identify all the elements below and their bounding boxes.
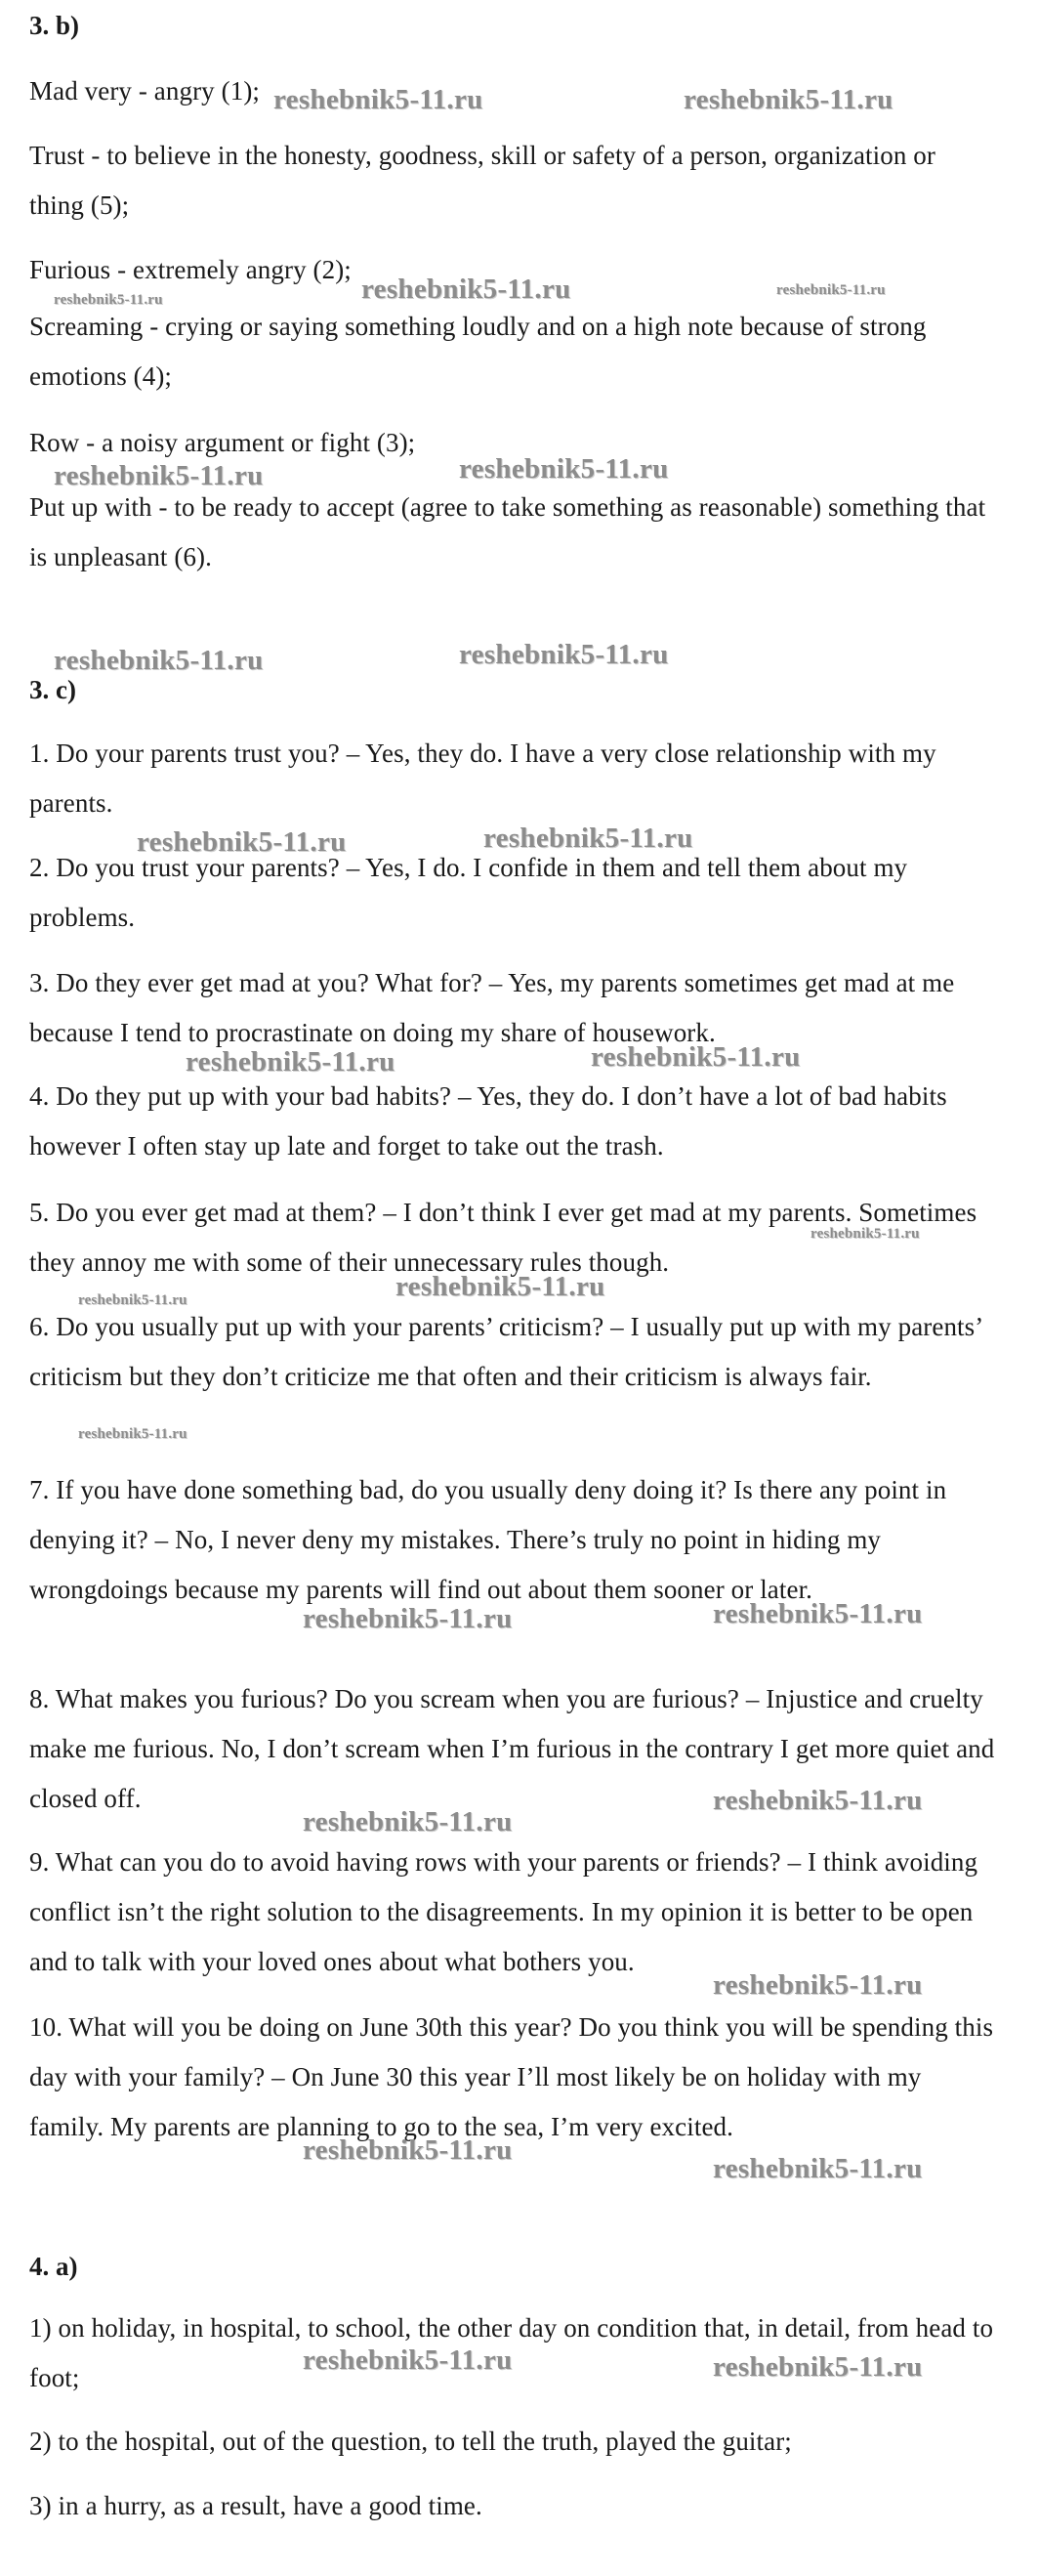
section-heading-4a: 4. a)	[29, 2252, 78, 2281]
watermark: reshebnik5-11.ru	[713, 2153, 923, 2184]
watermark: reshebnik5-11.ru	[137, 826, 347, 858]
paragraph: 8. What makes you furious? Do you scream when you are furious? – Injustice and cruelty make me furious. No, I don’t scream when I’m furious in the contrary I get more quiet and closed off.	[29, 1684, 995, 1813]
watermark: reshebnik5-11.ru	[361, 274, 571, 305]
watermark: reshebnik5-11.ru	[459, 453, 669, 485]
paragraph: Furious - extremely angry (2);	[29, 255, 352, 284]
watermark: reshebnik5-11.ru	[303, 1603, 513, 1634]
watermark: reshebnik5-11.ru	[684, 84, 894, 115]
watermark: reshebnik5-11.ru	[713, 2351, 923, 2383]
paragraph: Put up with - to be ready to accept (agree to take something as reasonable) something that is unpleasant (6).	[29, 492, 986, 571]
paragraph: Screaming - crying or saying something loudly and on a high note because of strong emotions (4);	[29, 312, 927, 391]
watermark: reshebnik5-11.ru	[303, 2134, 513, 2166]
watermark: reshebnik5-11.ru	[776, 282, 886, 298]
paragraph: 10. What will you be doing on June 30th this year? Do you think you will be spending this day with your family? – On June 30 this year I’ll most likely be on holiday with my family. My parents are planning to go to the sea, I’m very excited.	[29, 2012, 994, 2141]
watermark: reshebnik5-11.ru	[483, 823, 693, 854]
paragraph: 2. Do you trust your parents? – Yes, I do. I confide in them and tell them about my problems.	[29, 853, 908, 932]
watermark: reshebnik5-11.ru	[395, 1271, 605, 1302]
watermark: reshebnik5-11.ru	[78, 1292, 187, 1308]
paragraph: 6. Do you usually put up with your parents’ criticism? – I usually put up with my parents’ criticism but they don’t criticize me that often and their criticism is always fair.	[29, 1312, 982, 1391]
watermark: reshebnik5-11.ru	[303, 2344, 513, 2376]
watermark: reshebnik5-11.ru	[54, 645, 264, 676]
watermark: reshebnik5-11.ru	[591, 1041, 801, 1073]
watermark: reshebnik5-11.ru	[78, 1426, 187, 1442]
paragraph: 3. Do they ever get mad at you? What for? – Yes, my parents sometimes get mad at me because I tend to procrastinate on doing my share of housework.	[29, 968, 955, 1047]
paragraph: Row - a noisy argument or fight (3);	[29, 428, 416, 457]
paragraph: 1. Do your parents trust you? – Yes, they do. I have a very close relationship with my parents.	[29, 739, 936, 818]
watermark: reshebnik5-11.ru	[186, 1046, 395, 1077]
paragraph: 2) to the hospital, out of the question, to tell the truth, played the guitar;	[29, 2427, 792, 2456]
paragraph: 9. What can you do to avoid having rows with your parents or friends? – I think avoiding conflict isn’t the right solution to the disagreements. In my opinion it is better to be open and to talk with your loved ones about what bothers you.	[29, 1847, 978, 1976]
watermark: reshebnik5-11.ru	[459, 639, 669, 670]
watermark: reshebnik5-11.ru	[713, 1785, 923, 1816]
paragraph: 5. Do you ever get mad at them? – I don’t think I ever get mad at my parents. Sometimes they annoy me with some of their unnecessary rules though.	[29, 1198, 977, 1277]
watermark: reshebnik5-11.ru	[54, 460, 264, 491]
watermark: reshebnik5-11.ru	[273, 84, 483, 115]
paragraph: Mad very - angry (1);	[29, 76, 261, 106]
paragraph: Trust - to believe in the honesty, goodness, skill or safety of a person, organization or thing (5);	[29, 141, 935, 220]
watermark: reshebnik5-11.ru	[54, 292, 163, 308]
paragraph: 7. If you have done something bad, do you usually deny doing it? Is there any point in denying it? – No, I never deny my mistakes. There’s truly no point in hiding my wrongdoings because my parents will find out about them sooner or later.	[29, 1475, 947, 1604]
section-heading-3c: 3. c)	[29, 675, 76, 704]
watermark: reshebnik5-11.ru	[713, 1969, 923, 2001]
watermark: reshebnik5-11.ru	[810, 1226, 920, 1242]
watermark: reshebnik5-11.ru	[713, 1598, 923, 1629]
paragraph: 4. Do they put up with your bad habits? – Yes, they do. I don’t have a lot of bad habits however I often stay up late and forget to take out the trash.	[29, 1081, 947, 1161]
section-heading-3b: 3. b)	[29, 11, 80, 40]
paragraph: 3) in a hurry, as a result, have a good time.	[29, 2491, 482, 2520]
watermark: reshebnik5-11.ru	[303, 1806, 513, 1837]
paragraph: 1) on holiday, in hospital, to school, the other day on condition that, in detail, from head to foot;	[29, 2313, 994, 2392]
